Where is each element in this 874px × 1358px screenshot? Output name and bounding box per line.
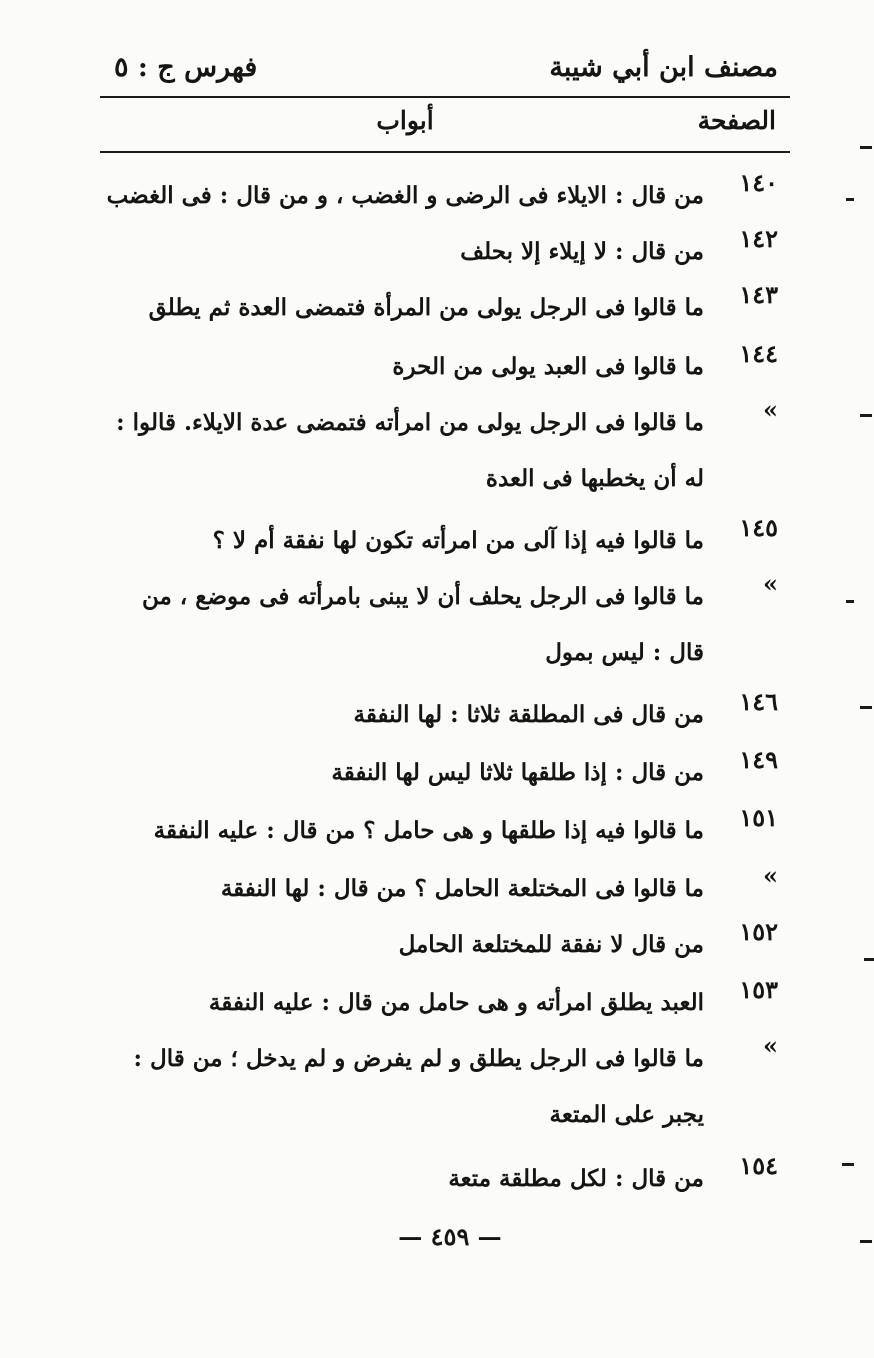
entry-page-number: ١٤٤ (739, 339, 778, 368)
volume-index-label: فهرس ج : ٥ (114, 52, 258, 83)
page-column-heading: الصفحة (697, 106, 776, 135)
page-number: — ٤٥٩ — (398, 1222, 502, 1251)
entry-page-number: ١٥٣ (739, 975, 778, 1004)
entry-title: ما قالوا فى العبد يولى من الحرة (392, 353, 704, 380)
chapters-column-heading: أبواب (376, 106, 434, 135)
index-entry (0, 395, 874, 513)
margin-mark (846, 198, 854, 201)
margin-mark (860, 414, 872, 417)
entry-page-number: » (763, 1031, 778, 1060)
entry-title: من قال فى المطلقة ثلاثا : لها النفقة (353, 701, 704, 728)
index-entry (0, 803, 874, 861)
column-heading-rule (100, 151, 790, 153)
index-entry (0, 569, 874, 687)
header-rule (100, 96, 790, 98)
index-entry (0, 1031, 874, 1151)
index-entry (0, 917, 874, 975)
margin-mark (860, 706, 872, 709)
entry-title: من قال لا نفقة للمختلعة الحامل (398, 931, 704, 958)
entry-title: من قال : لكل مطلقة متعة (448, 1165, 704, 1192)
entry-title: ما قالوا فى المختلعة الحامل ؟ من قال : لها النفقة (220, 875, 704, 902)
index-entry (0, 513, 874, 569)
index-entry (0, 975, 874, 1031)
index-entry (0, 1151, 874, 1207)
margin-mark (864, 958, 874, 961)
entry-page-number: » (763, 569, 778, 598)
entry-page-number: ١٤٢ (739, 224, 778, 253)
entry-page-number: ١٤٥ (739, 513, 778, 542)
entry-page-number: ١٥٢ (739, 917, 778, 946)
entry-page-number: ١٤٣ (739, 280, 778, 309)
entry-page-number: » (763, 861, 778, 890)
index-entry (0, 280, 874, 339)
margin-mark (842, 1163, 854, 1166)
index-entry (0, 224, 874, 280)
entry-page-number: ١٤٩ (739, 745, 778, 774)
margin-mark (846, 600, 854, 603)
entry-page-number: » (763, 395, 778, 424)
entry-page-number: ١٤٦ (739, 687, 778, 716)
entry-page-number: ١٤٠ (739, 168, 778, 197)
index-entry (0, 745, 874, 803)
entry-title: من قال : إذا طلقها ثلاثا ليس لها النفقة (331, 759, 704, 786)
index-entry (0, 339, 874, 395)
entry-title: العبد يطلق امرأته و هى حامل من قال : عليه النفقة (208, 989, 704, 1016)
entry-title: ما قالوا فى الرجل يولى من امرأته فتمضى عدة الايلاء. قالوا : له أن يخطبها فى العدة (116, 409, 704, 492)
index-entries (0, 168, 874, 1207)
entry-title: ما قالوا فى الرجل يطلق و لم يفرض و لم يدخل ؛ من قال : يجبر على المتعة (133, 1045, 704, 1128)
index-entry (0, 861, 874, 917)
entry-title: من قال : الايلاء فى الرضى و الغضب ، و من قال : فى الغضب (106, 182, 704, 209)
margin-mark (860, 146, 872, 149)
margin-mark (860, 1240, 872, 1243)
entry-title: ما قالوا فى الرجل يحلف أن لا يبنى بامرأته فى موضع ، من قال : ليس بمول (141, 583, 704, 666)
entry-page-number: ١٥١ (739, 803, 778, 832)
entry-page-number: ١٥٤ (739, 1151, 778, 1180)
entry-title: ما قالوا فى الرجل يولى من المرأة فتمضى العدة ثم يطلق (148, 294, 704, 321)
entry-title: من قال : لا إيلاء إلا بحلف (460, 238, 704, 265)
book-title: مصنف ابن أبي شيبة (549, 52, 778, 83)
index-entry (0, 687, 874, 745)
entry-title: ما قالوا فيه إذا آلى من امرأته تكون لها نفقة أم لا ؟ (212, 527, 704, 554)
entry-title: ما قالوا فيه إذا طلقها و هى حامل ؟ من قال : عليه النفقة (153, 817, 704, 844)
index-entry (0, 168, 874, 224)
